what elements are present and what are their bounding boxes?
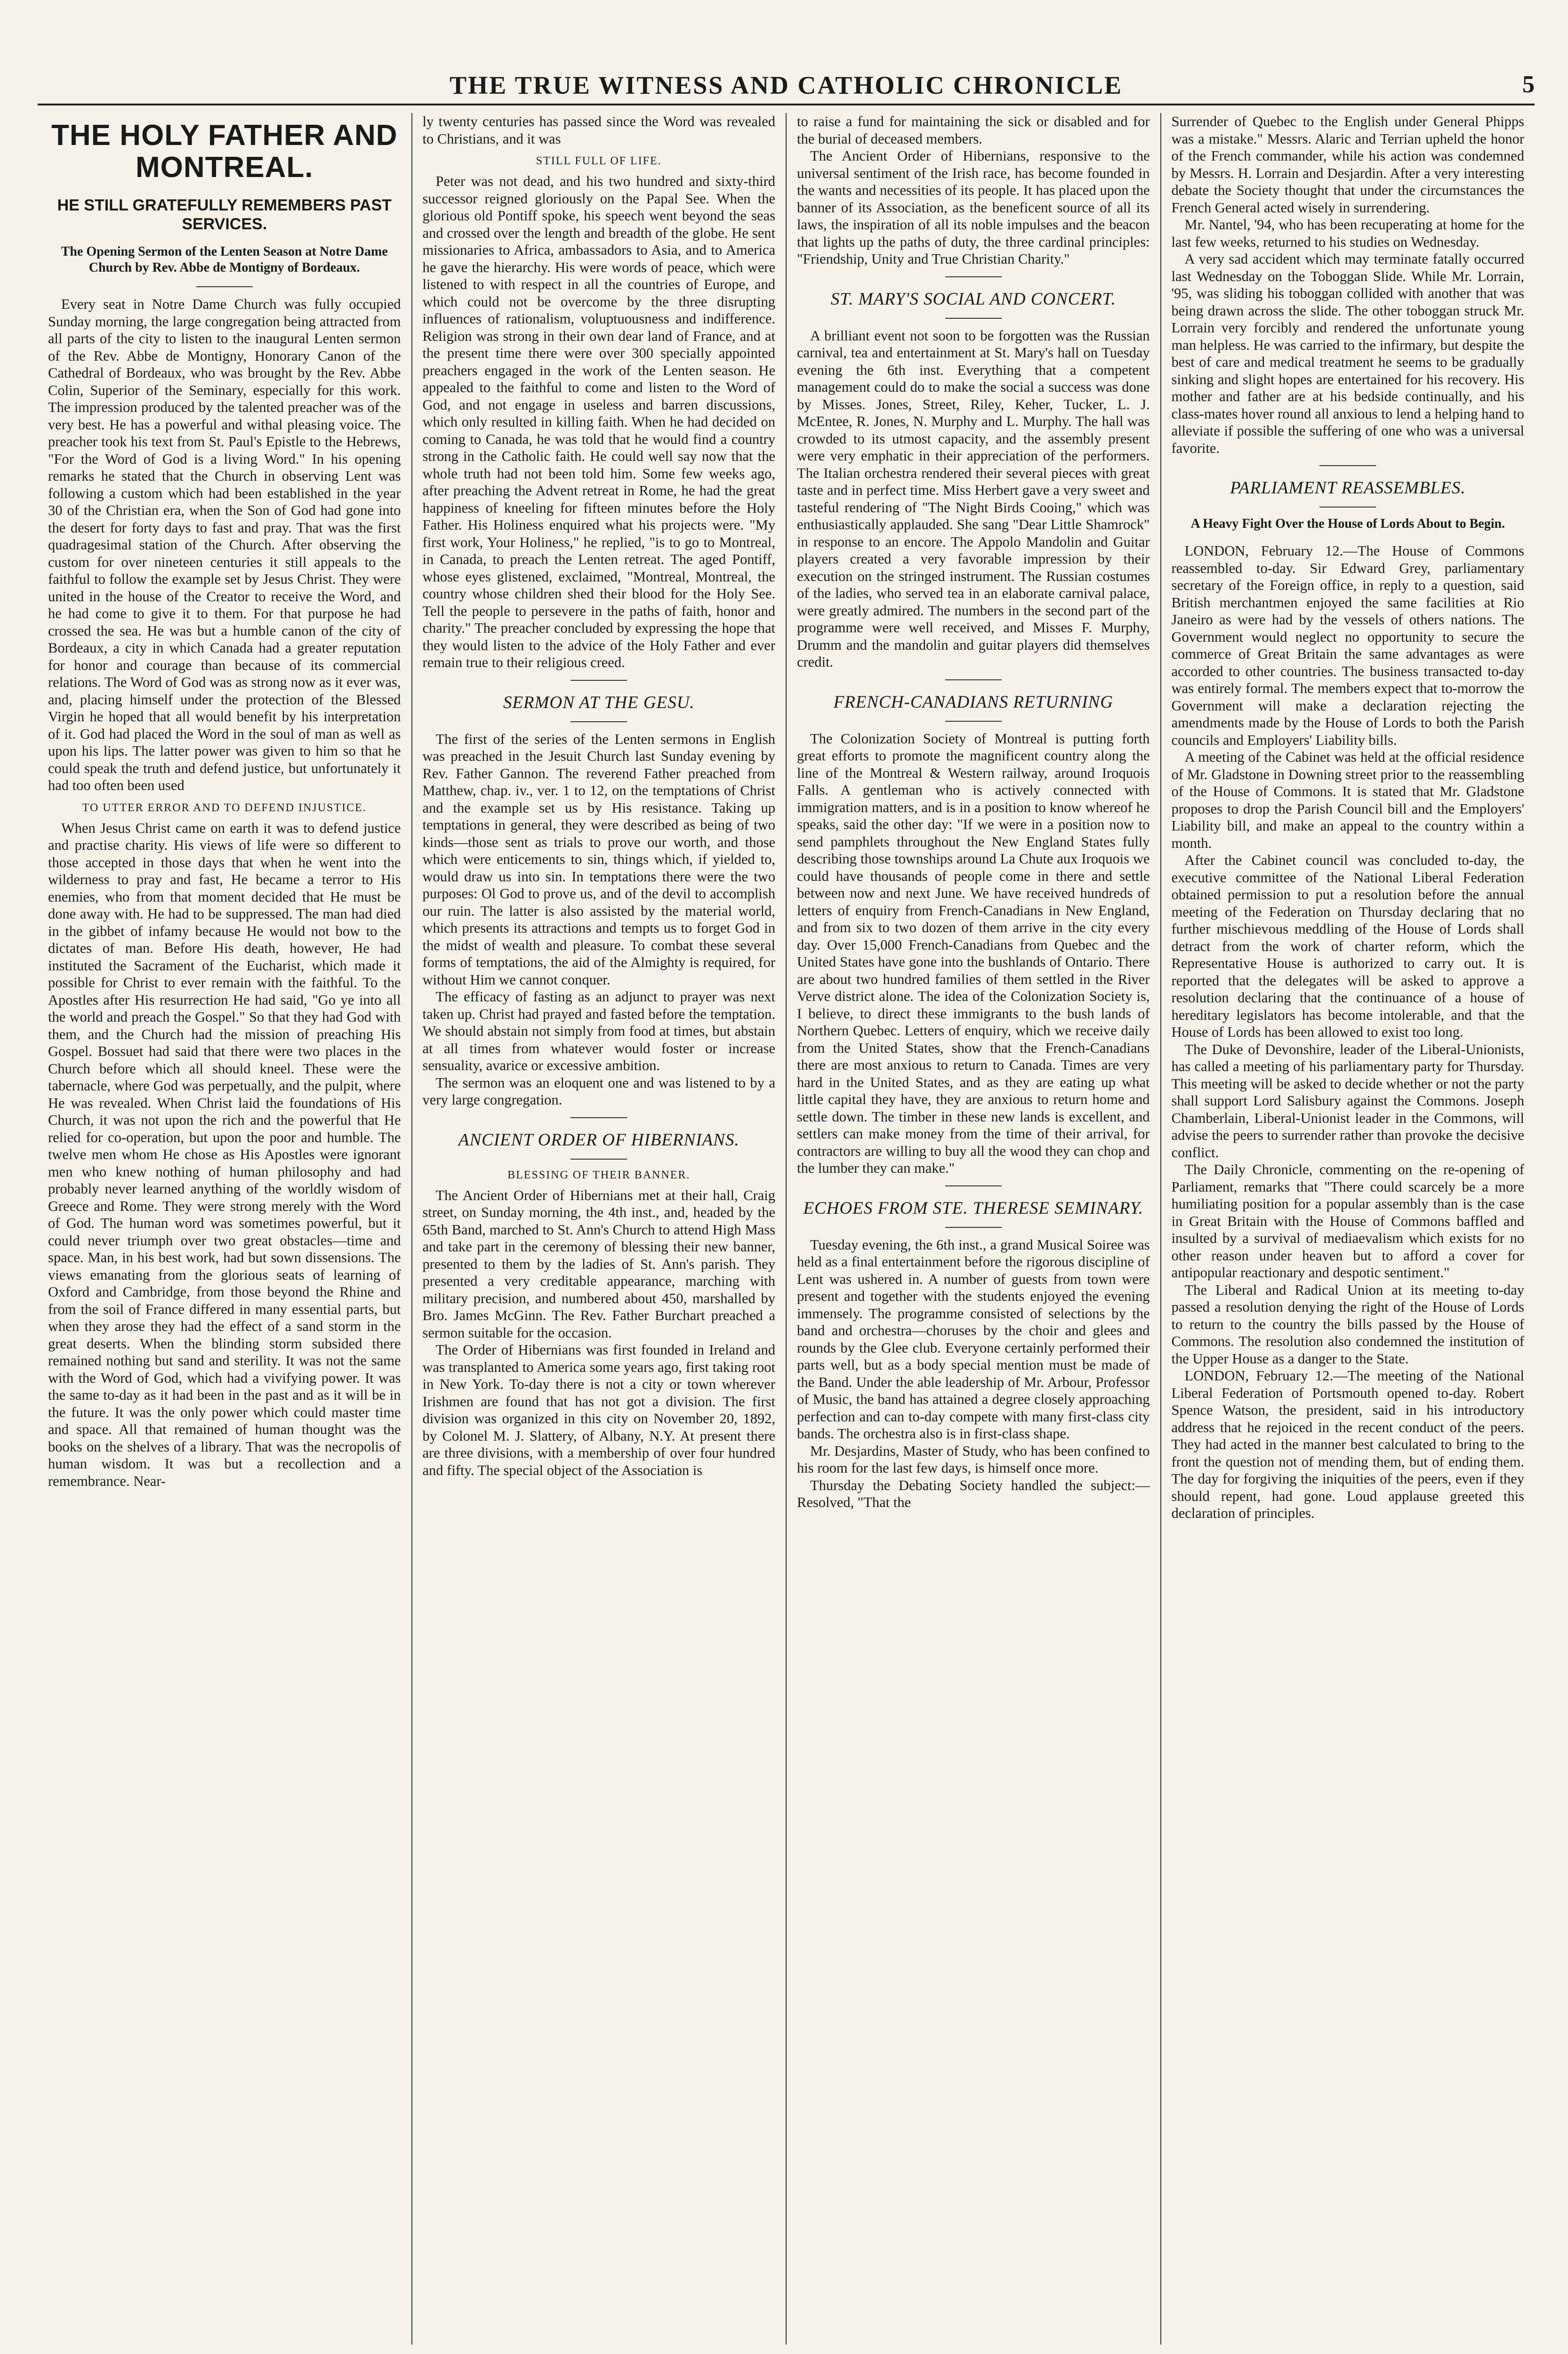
section-subtitle: STILL FULL OF LIFE. xyxy=(536,155,662,167)
newspaper-columns xyxy=(38,113,1535,2345)
paragraph: LONDON, February 12.—The House of Commons reassembled to-day. Sir Edward Grey, parliamentary secretary of the Foreign office, in reply to a question, said British merchantmen enjoyed the same facilities at Rio Janeiro as were had by the vessels of others nations. The Government would neglect no opportunity to secure the commerce of Great Britain the same advantages as were accorded to other countries. The business transacted to-day was entirely formal. The members expect that to-morrow the Government will make a declaration rejecting the amendments made by the House of Lords to both the Parish councils and Employers' Liability bills. xyxy=(1171,543,1524,748)
paragraph: Mr. Nantel, '94, who has been recuperating at home for the last few weeks, returned to his studies on Wednesday. xyxy=(1171,217,1524,250)
paragraph: Mr. Desjardins, Master of Study, who has been confined to his room for the last few days, is himself once more. xyxy=(797,1443,1150,1476)
paragraph: LONDON, February 12.—The meeting of the National Liberal Federation of Portsmouth opened to-day. Robert Spence Watson, the president, said in his introductory address that he rejoiced in the recent conduct of the peers. They had acted in the manner best calculated to bring to the front the question not of mending them, but of ending them. The day for forgiving the iniquities of the peers, even if they should repent, had gone. Loud applause greeted this declaration of principles. xyxy=(1171,1368,1524,1521)
paragraph: The Order of Hibernians was first founded in Ireland and was transplanted to America some years ago, first taking root in New York. To-day there is not a city or town wherever Irishmen are found that has not got a division. The first division was organized in this city on November 20, 1892, by Colonel M. J. Slattery, of Albany, N.Y. At present there are three divisions, with a membership of over four hundred and fifty. The special object of the Association is xyxy=(422,1342,775,1478)
paragraph: Surrender of Quebec to the English under General Phipps was a mistake." Messrs. Alaric and Terrian upheld the honor of the French commander, while his action was condemned by Messrs. H. Lorrain and Desjardin. After a very interesting debate the Society thought that under the circumstances the French General acted wisely in surrendering. xyxy=(1171,113,1524,216)
newspaper-title: THE TRUE WITNESS AND CATHOLIC CHRONICLE xyxy=(450,71,1123,99)
article-subhead: HE STILL GRATEFULLY REMEMBERS PAST SERVICES. xyxy=(57,196,392,233)
paragraph: The sermon was an eloquent one and was listened to by a very large congregation. xyxy=(422,1074,775,1108)
section-subtitle: BLESSING OF THEIR BANNER. xyxy=(507,1169,691,1181)
page-number: 5 xyxy=(1522,71,1535,98)
paragraph: to raise a fund for maintaining the sick or disabled and for the burial of deceased members. xyxy=(797,113,1150,147)
article-title: PARLIAMENT REASSEMBLES. xyxy=(1230,478,1466,498)
paragraph: The Ancient Order of Hibernians, responsive to the universal sentiment of the Irish race, has become founded in the wants and necessities of its people. It has placed upon the banner of its Association, as the beneficent source of all its laws, the inspiration of all its noble impulses and the beacon that lights up the paths of duty, the three cardinal principles: "Friendship, Unity and True Christian Charity." xyxy=(797,148,1150,267)
article-deck: The Opening Sermon of the Lenten Season at Notre Dame Church by Rev. Abbe de Montigny of Bordeaux. xyxy=(61,244,388,275)
divider xyxy=(571,1159,627,1160)
divider xyxy=(196,286,253,287)
paragraph: A very sad accident which may terminate fatally occurred last Wednesday on the Toboggan Slide. While Mr. Lorrain, '95, was sliding his toboggan collided with another that was being drawn across the slide. The other toboggan struck Mr. Lorrain very forcibly and rendered the unfortunate young man helpless. He was carried to the infirmary, but despite the best of care and medical treatment he seems to be gradually sinking and slight hopes are entertained for his recovery. His mother and father are at his bedside continually, and his class-mates hover round all anxious to lend a helping hand to alleviate if possible the suffering of one who was a universal favorite. xyxy=(1171,251,1524,456)
divider xyxy=(571,680,627,681)
paragraph: When Jesus Christ came on earth it was to defend justice and practise charity. His views of life were so different to those accepted in those days that when he went into the wilderness to pray and fast, He became a terror to His enemies, who from that moment decided that He must be done away with. He had to be suppressed. The man had died in the gibbet of infamy because He would not bow to the dictates of man. Before His death, however, He had instituted the Sacrament of the Eucharist, which made it possible for Christ to ever remain with the faithful. To the Apostles after His resurrection He had said, "Go ye into all the world and preach the Gospel." So that they had God with them, and the Church had the mission of preaching His Gospel. Bossuet had said that there were two places in the Church before which all should kneel. These were the tabernacle, where God was perpetually, and the pulpit, where He was revealed. When Christ laid the foundations of His Church, it was not upon the rich and the powerful that He relied for co-operation, but upon the poor and humble. The twelve men whom He chose as His Apostles were ignorant men who knew nothing of human philosophy and had probably never learned anything of the worldly wisdom of Greece and Rome. They were strong merely with the Word of God. The human word was sometimes powerful, but it could never triumph over two great obstacles—time and space. Man, in his best work, had but sown dissensions. The views emanating from the glorious seats of learning of Oxford and Cambridge, from those beyond the Rhine and from the soil of France differed in many essential parts, but when they arose they had the effect of a sand storm in the great deserts. When the blinding storm subsided there remained nothing but sand and sterility. It was not the same with the Word of God, which had a vivifying power. It was the same to-day as it had been in the past and as it will be in the future. It was the only power which could master time and space. All that remained of human thought was the books on the shelves of a library. That was the necropolis of human wisdom. It was but a recollection and a remembrance. Near- xyxy=(48,820,401,1489)
divider xyxy=(945,1185,1002,1186)
paragraph: The Ancient Order of Hibernians met at their hall, Craig street, on Sunday morning, the 4th inst., and, headed by the 65th Band, marched to St. Ann's Church to attend High Mass and take part in the ceremony of blessing their new banner, presented to them by the ladies of St. Ann's parish. They presented a very creditable appearance, marching with military precision, and numbered about 450, marshalled by Bro. James McGinn. The Rev. Father Burchart preached a sermon suitable for the occasion. xyxy=(422,1187,775,1341)
paragraph: Every seat in Notre Dame Church was fully occupied Sunday morning, the large congregation being attracted from all parts of the city to listen to the inaugural Lenten sermon of the Rev. Abbe de Montigny, Honorary Canon of the Cathedral of Bordeaux, who was brought by the Rev. Abbe Colin, Superior of the Seminary, especially for this work. The impression produced by the talented preacher was of the very best. He has a powerful and withal pleasing voice. The preacher took his text from St. Paul's Epistle to the Hebrews, "For the Word of God is a living Word." In his opening remarks he stated that the Church in observing Lent was following a custom which had been established in the year 30 of the Christian era, when the Son of God had gone into the desert for forty days to fast and pray. That was the first quadragesimal station of the Church. After observing the custom for over nineteen centuries it still appeals to the faithful to follow the example set by Jesus Christ. They were united in the house of the Creator to receive the Word, and he had come to give it to them. For that purpose he had crossed the sea. He was but a humble canon of the city of Bordeaux, a city in which Canada had a greater reputation for honor and courage than because of its commercial relations. The Word of God was as strong now as it ever was, and, placing himself under the protection of the Blessed Virgin he hoped that all would benefit by his interpretation of it. God had placed the Word in the soul of man as well as upon his lips. The latter power was given to him so that he could speak the truth and defend justice, but unfortunately it had too often been used xyxy=(48,296,401,793)
paragraph: The first of the series of the Lenten sermons in English was preached in the Jesuit Church last Sunday evening by Rev. Father Gannon. The reverend Father preached from Matthew, chap. iv., ver. 1 to 12, on the temptations of Christ and the example set us by His resistance. Taking up temptations in general, they were described as being of two kinds—those sent as trials to prove our worth, and those which were enticements to sin, things which, if yielded to, would draw us into sin. In temptations there were the two purposes: Ol God to prove us, and of the devil to accomplish our ruin. The latter is also assisted by the material world, which presents its attractions and tempts us to forget God in the midst of wealth and pleasure. To combat these several forms of temptations, the aid of the Almighty is required, for without Him we cannot conquer. xyxy=(422,731,775,988)
article-headline: THE HOLY FATHER AND MONTREAL. xyxy=(51,119,398,184)
column-1 xyxy=(38,113,412,2345)
divider xyxy=(1319,507,1376,508)
paragraph: Tuesday evening, the 6th inst., a grand Musical Soiree was held as a final entertainment before the rigorous discipline of Lent was ushered in. A number of guests from town were present and together with the students enjoyed the evening immensely. The programme consisted of selections by the band and orchestra—choruses by the choir and glees and rounds by the Glee club. Everyone certainly performed their parts well, but as a body special mention must be made of the Band. Under the able leadership of Mr. Arbour, Professor of Music, the band has attained a degree closely approaching perfection and can to-day compete with many first-class city bands. The orchestra also is in first-class shape. xyxy=(797,1236,1150,1442)
paragraph: Peter was not dead, and his two hundred and sixty-third successor reigned gloriously on the Papal See. When the glorious old Pontiff spoke, his speech went beyond the seas and crossed over the length and breadth of the globe. He sent missionaries to Africa, ambassadors to Asia, and to America he gave the hierarchy. His were words of peace, which were listened to with respect in all the countries of Europe, and which could not be overcome by the three disrupting influences of rationalism, voluptuousness and indifference. Religion was strong in their own dear land of France, and at the present time there were over 300 specially appointed preachers engaged in the work of the Lenten season. He appealed to the faithful to come and listen to the Word of God, and not engage in useless and barren discussions, which only resulted in killing faith. When he had decided on coming to Canada, he was told that he would find a country strong in the Catholic faith. He could well say now that the whole truth had not been told him. Some few weeks ago, after preaching the Advent retreat in Rome, he had the great happiness of kneeling for fifteen minutes before the Holy Father. His Holiness enquired what his projects were. "My first work, Your Holiness," he replied, "is to go to Montreal, in Canada, to preach the Lenten retreat. The aged Pontiff, whose eyes glistened, exclaimed, "Montreal, Montreal, the country whose children shed their blood for the Holy See. Tell the people to persevere in the paths of faith, honor and charity." The preacher concluded by expressing the hope that they would listen to the advice of the Holy Father and ever remain true to their religious creed. xyxy=(422,173,775,670)
divider xyxy=(945,721,1002,722)
paragraph: ly twenty centuries has passed since the Word was revealed to Christians, and it was xyxy=(422,113,775,147)
divider xyxy=(945,276,1002,277)
column-4 xyxy=(1161,113,1535,2345)
paragraph: The Duke of Devonshire, leader of the Liberal-Unionists, has called a meeting of his parliamentary party for Thursday. This meeting will be asked to decide whether or not the party shall support Lord Salisbury against the Commons. Joseph Chamberlain, Liberal-Unionist leader in the Commons, will advise the peers to surrender rather than provoke the decisive conflict. xyxy=(1171,1041,1524,1161)
column-3 xyxy=(787,113,1161,2345)
paragraph: After the Cabinet council was concluded to-day, the executive committee of the National Liberal Federation obtained permission to put a resolution before the annual meeting of the Federation on Thursday declaring that no further mischievous meddling of the House of Lords shall detract from the work of charter reform, which the Representative House is authorized to carry out. It is reported that the delegates will be asked to approve a resolution declaring that the continuance of a house of hereditary legislators has become intolerable, and that the House of Lords has been allowed to exist too long. xyxy=(1171,852,1524,1040)
article-deck: A Heavy Fight Over the House of Lords About to Begin. xyxy=(1190,516,1505,531)
article-title: ST. MARY'S SOCIAL AND CONCERT. xyxy=(830,289,1116,309)
divider xyxy=(945,318,1002,319)
paragraph: Thursday the Debating Society handled the subject:—Resolved, "That the xyxy=(797,1477,1150,1510)
paragraph: A meeting of the Cabinet was held at the official residence of Mr. Gladstone in Downing street prior to the reassembling of the House of Commons. It is stated that Mr. Gladstone proposes to drop the Parish Council bill and the Employers' Liability bill, and make an appeal to the country within a month. xyxy=(1171,749,1524,851)
paragraph: The Colonization Society of Montreal is putting forth great efforts to promote the magnificent country along the line of the Montreal & Western railway, around Iroquois Falls. A gentleman who is actively connected with immigration matters, and is in a position to know whereof he speaks, said the other day: "If we were in a position now to send pamphlets throughout the New England States fully describing those townships around La Chute aux Iroquois we could have thousands of people come in there and settle between now and next June. We have received hundreds of letters of enquiry from French-Canadians in New England, and from six to two dozen of them arrive in the city every day. Over 15,000 French-Canadians from Quebec and the United States have gone into the bushlands of Ontario. There are about two hundred families of them settled in the River Verve district alone. The idea of the Colonization Society is, I believe, to direct these immigrants to the bush lands of Northern Quebec. Letters of enquiry, which we receive daily from the United States, show that the French-Canadians there are most anxious to return to Canada. Times are very hard in the United States, and as they are eating up what little capital they have, they are anxious to return home and settle down. The timber in these new lands is excellent, and settlers can make money from the time of their arrival, for contractors are willing to buy all the wood they can chop and the lumber they can make." xyxy=(797,730,1150,1176)
divider xyxy=(571,1117,627,1118)
paragraph: The efficacy of fasting as an adjunct to prayer was next taken up. Christ had prayed and fasted before the temptation. We should abstain not simply from food at times, but abstain at all times from whatever would foster or increase sensuality, avarice or excessive ambition. xyxy=(422,989,775,1073)
paragraph: The Liberal and Radical Union at its meeting to-day passed a resolution denying the right of the House of Lords to return to the country the bills passed by the House of Commons. The resolution also condemned the institution of the Upper House as a danger to the State. xyxy=(1171,1282,1524,1367)
divider xyxy=(945,1227,1002,1228)
divider xyxy=(1319,465,1376,466)
article-title: ECHOES FROM STE. THERESE SEMINARY. xyxy=(803,1198,1144,1218)
masthead xyxy=(38,71,1535,105)
divider xyxy=(945,679,1002,680)
article-title: FRENCH-CANADIANS RETURNING xyxy=(833,692,1113,712)
article-title: SERMON AT THE GESU. xyxy=(503,693,695,712)
column-2 xyxy=(412,113,787,2345)
divider xyxy=(571,721,627,722)
section-subtitle: TO UTTER ERROR AND TO DEFEND INJUSTICE. xyxy=(82,801,367,814)
paragraph: The Daily Chronicle, commenting on the re-opening of Parliament, remarks that "There could scarcely be a more humiliating position for a popular assembly than is the case in Great Britain with the House of Commons baffled and insulted by a survival of mediaevalism which exists for no other reason under heaven but to afford a cover for antipopular reactionary and despotic sentiment." xyxy=(1171,1161,1524,1281)
paragraph: A brilliant event not soon to be forgotten was the Russian carnival, tea and entertainment at St. Mary's hall on Tuesday evening the 6th inst. Everything that a competent management could do to make the social a success was done by Misses. Jones, Street, Riley, Keher, Tucker, L. J. McEntee, R. Jones, N. Murphy and L. Murphy. The hall was crowded to its utmost capacity, and the assembly present were very emphatic in their appreciation of the performers. The Italian orchestra rendered their several pieces with great taste and in perfect time. Miss Herbert gave a very sweet and tasteful rendering of "The Night Birds Cooing," which was enthusiastically applauded. She sang "Dear Little Shamrock" in response to an encore. The Appolo Mandolin and Guitar players created a very favorable impression by their execution on the stringed instrument. The Russian costumes of the ladies, who served tea in an elaborate carnival palace, were greatly admired. The numbers in the second part of the programme were well received, and Misses F. Murphy, Drumm and the mandolin and guitar players did themselves credit. xyxy=(797,327,1150,670)
article-title: ANCIENT ORDER OF HIBERNIANS. xyxy=(458,1130,740,1150)
